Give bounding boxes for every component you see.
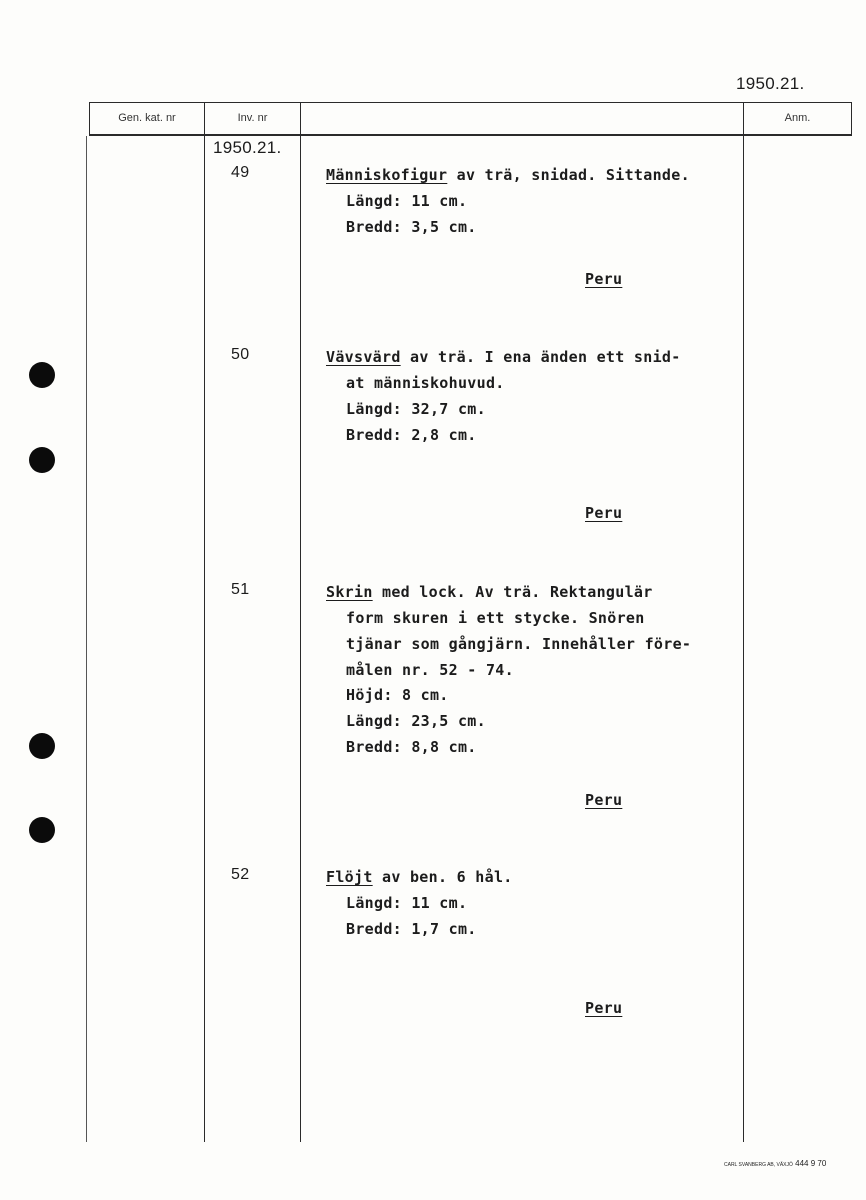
punch-hole-1 — [29, 362, 55, 388]
punch-hole-2 — [29, 447, 55, 473]
column-divider-4 — [743, 102, 744, 1142]
entry-desc-rest: av trä, snidad. Sittande. — [447, 166, 690, 184]
inv-number: 49 — [231, 164, 250, 181]
entry-origin: Peru — [585, 791, 623, 809]
column-divider-5 — [851, 102, 852, 136]
entry-line: Bredd: 1,7 cm. — [346, 920, 477, 938]
entry-title: Människofigur — [326, 166, 448, 184]
punch-hole-3 — [29, 733, 55, 759]
column-divider-3 — [300, 102, 301, 1142]
entry-line: målen nr. 52 - 74. — [346, 661, 514, 679]
header-gen-kat-nr: Gen. kat. nr — [118, 112, 176, 124]
entry-title: Vävsvärd — [326, 348, 401, 366]
entry-line: Bredd: 8,8 cm. — [346, 738, 477, 756]
entry-description — [326, 166, 690, 184]
entry-description — [326, 583, 653, 601]
column-divider-2 — [204, 102, 205, 1142]
entry-line: Längd: 11 cm. — [346, 894, 468, 912]
entry-line: tjänar som gångjärn. Innehåller före- — [346, 635, 692, 653]
entry-desc-rest: med lock. Av trä. Rektangulär — [372, 583, 653, 601]
entry-line: Längd: 11 cm. — [346, 192, 468, 210]
printer-name: CARL SVANBERG AB, VÄXJÖ — [724, 1162, 793, 1168]
form-code: 444 9 70 — [795, 1159, 827, 1168]
header-inv-nr: Inv. nr — [237, 112, 268, 124]
inv-number: 50 — [231, 346, 250, 363]
entry-line: Bredd: 3,5 cm. — [346, 218, 477, 236]
entry-line: Längd: 32,7 cm. — [346, 400, 486, 418]
entry-origin: Peru — [585, 270, 623, 288]
inv-number: 52 — [231, 866, 250, 883]
entry-line: Längd: 23,5 cm. — [346, 712, 486, 730]
entry-desc-rest: av ben. 6 hål. — [372, 868, 513, 886]
top-catalogue-number: 1950.21. — [736, 74, 805, 93]
entry-title: Flöjt — [326, 868, 373, 886]
entry-line: Höjd: 8 cm. — [346, 686, 449, 704]
entry-description — [326, 348, 681, 366]
entry-desc-rest: av trä. I ena änden ett snid- — [400, 348, 681, 366]
entry-origin: Peru — [585, 999, 623, 1017]
entry-description — [326, 868, 513, 886]
header-anm: Anm. — [784, 112, 811, 124]
punch-hole-4 — [29, 817, 55, 843]
left-margin-line — [86, 136, 87, 1142]
entry-title: Skrin — [326, 583, 373, 601]
entry-origin: Peru — [585, 504, 623, 522]
inv-prefix: 1950.21. — [213, 138, 282, 157]
inv-number: 51 — [231, 581, 250, 598]
entry-line: form skuren i ett stycke. Snören — [346, 609, 645, 627]
entry-line: Bredd: 2,8 cm. — [346, 426, 477, 444]
printer-imprint — [724, 1159, 826, 1168]
entry-line: at människohuvud. — [346, 374, 505, 392]
